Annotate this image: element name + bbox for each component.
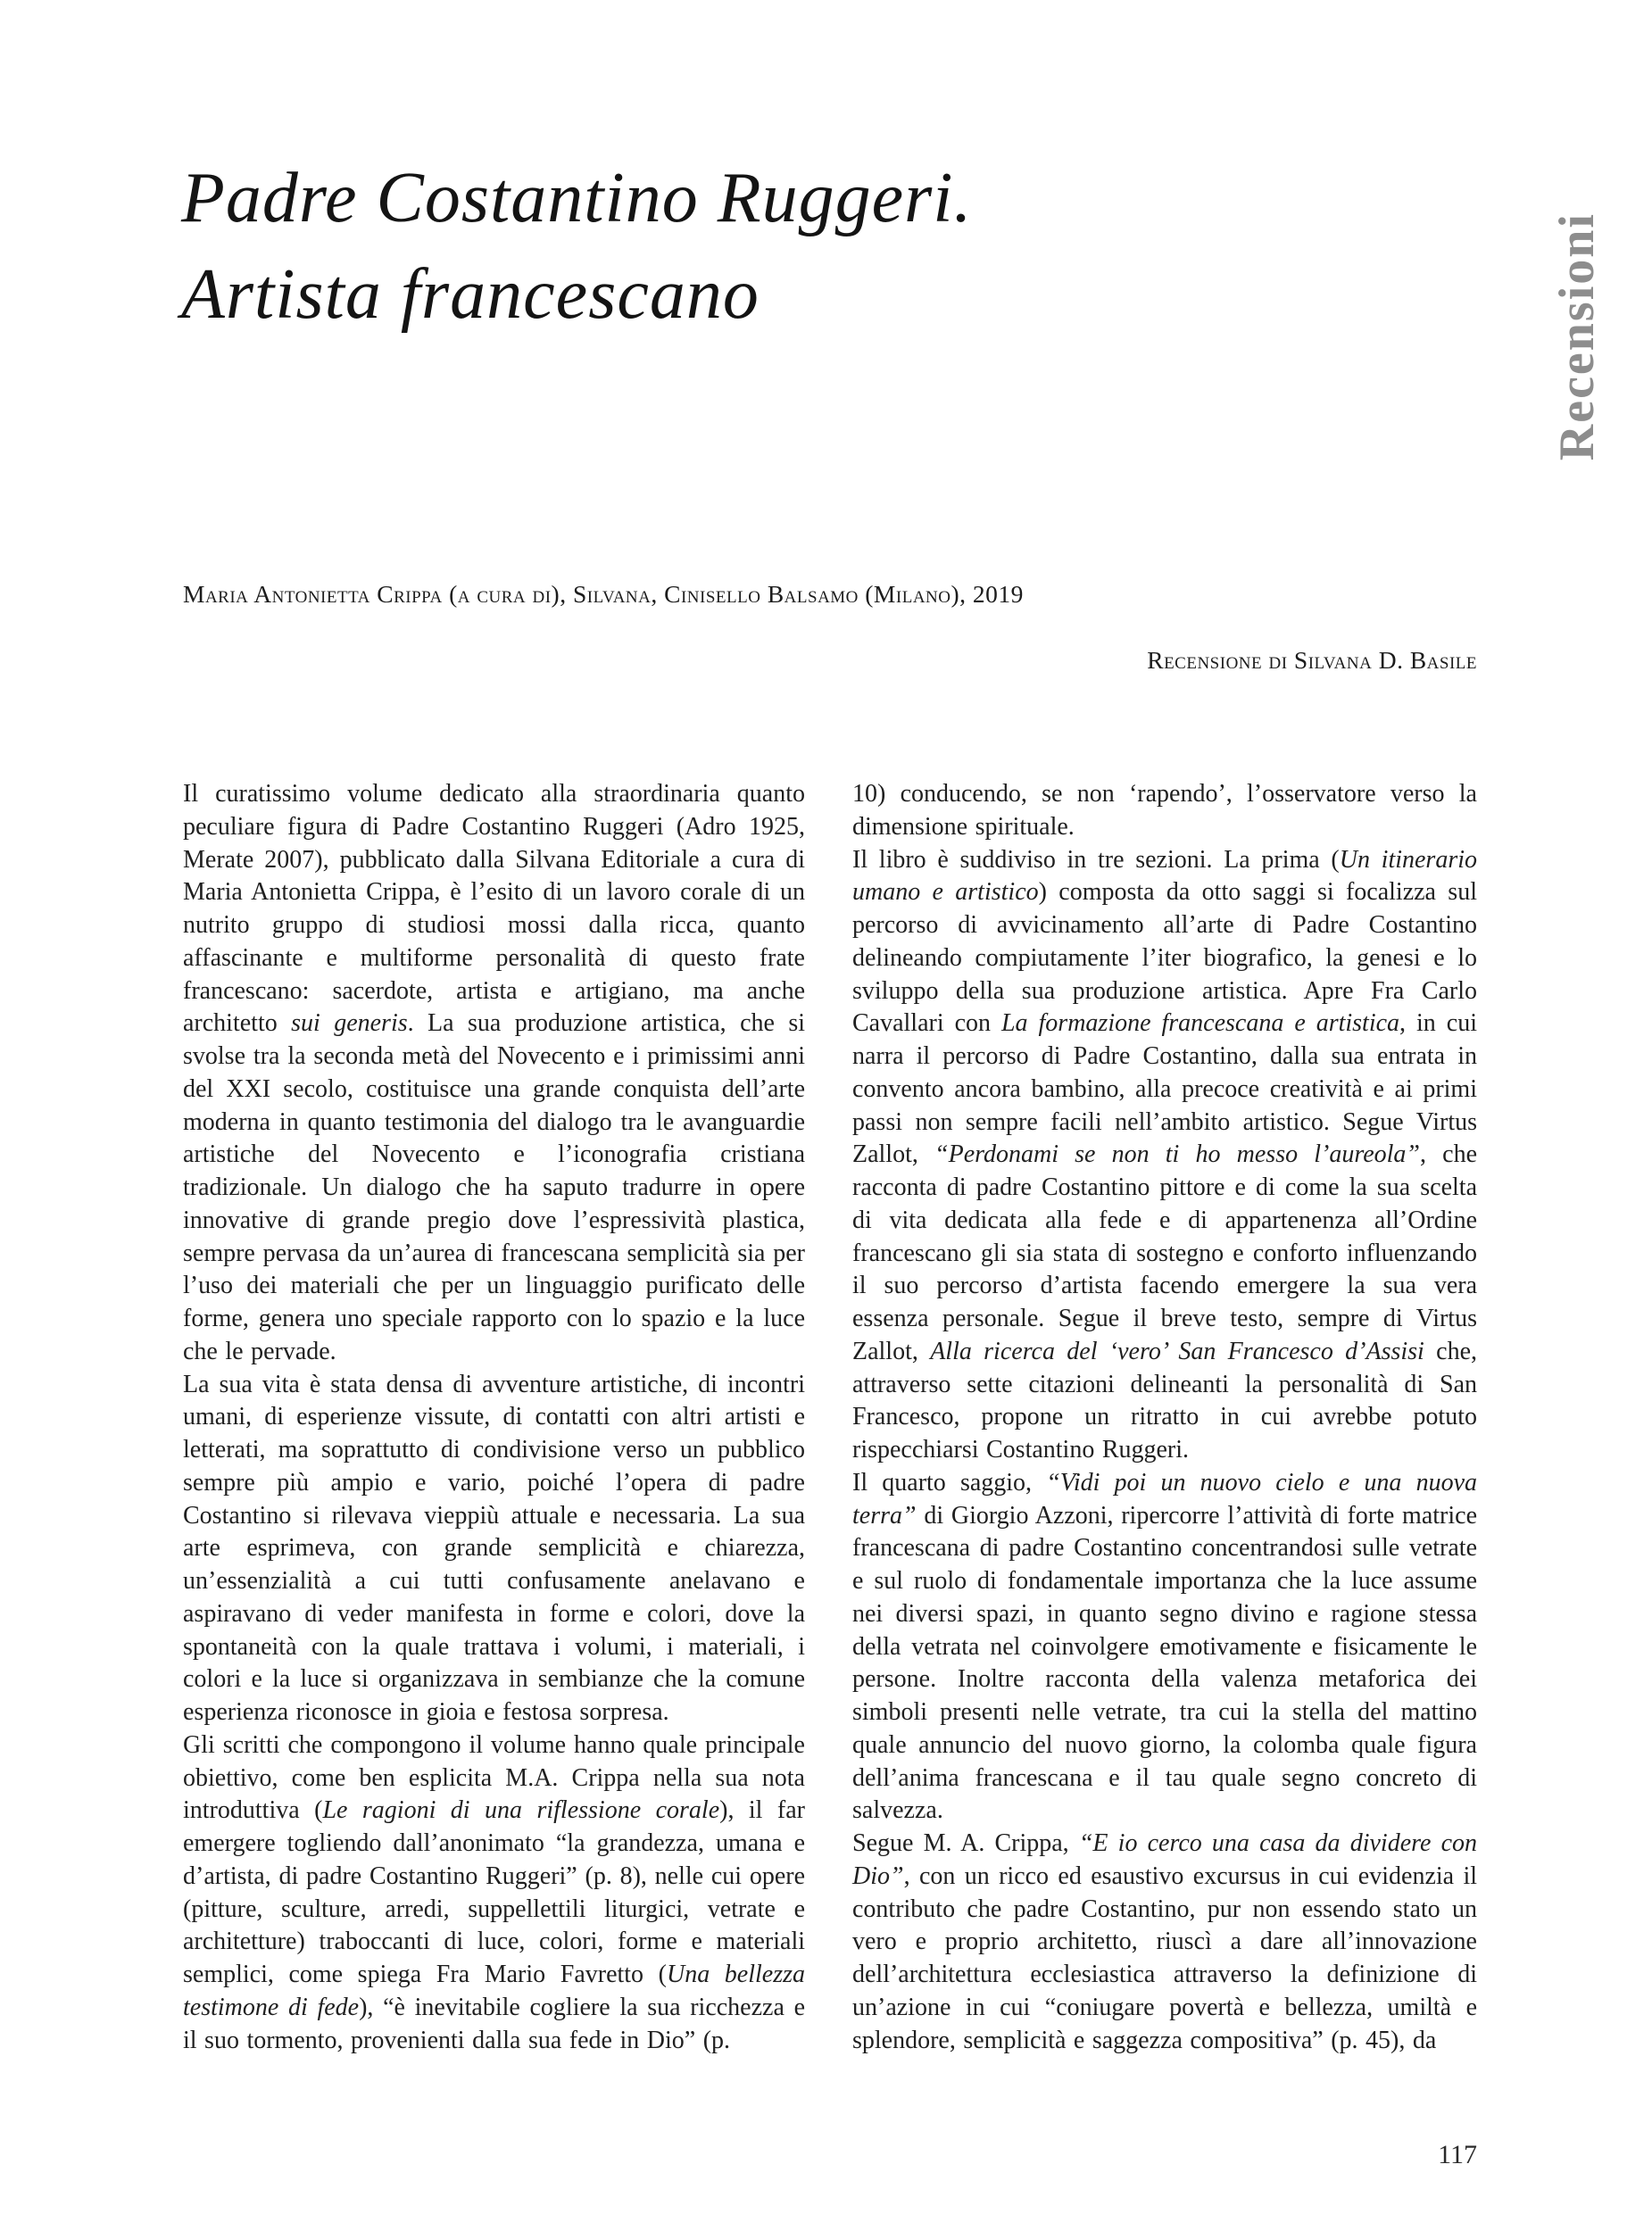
title-line-2: Artista francescano [181,255,760,334]
title-line-1: Padre Costantino Ruggeri. [181,159,973,237]
text-run: che, attraverso sette citazioni delineanti la personalità di San Francesco, propone un ritratto in cui avrebbe potuto rispecchiarsi Costantino Ruggeri. [852,1337,1477,1464]
text-run: Il curatissimo volume dedicato alla straordinaria quanto peculiare figura di Padre Costantino Ruggeri (Adro 1925, Merate 2007), pubblicato dalla Silvana Editoriale a cura di Maria Antonietta Crippa, è l’esito di un lavoro corale di un nutrito gruppo di studiosi mossi dalla ricca, quanto affascinante e multiforme personalità di questo frate francescano: sacerdote, artista e artigiano, ma anche architetto [183,780,805,1038]
text-run: Segue M. A. Crippa, [852,1829,1079,1857]
body-column-left [183,778,805,2057]
paragraph [852,1828,1477,2057]
text-run: Gli scritti che compongono il volume hanno quale principale obiettivo, come ben esplicita M.A. Crippa nella sua nota introduttiva ( [183,1730,805,1825]
text-run: 10) conducendo, se non ‘rapendo’, l’osservatore verso la dimensione spirituale. [852,780,1477,841]
article-title [181,150,972,343]
paragraph [852,844,1477,1467]
italic-text-run: Le ragioni di una riflessione corale [322,1796,720,1825]
byline: Maria Antonietta Crippa (a cura di), Silvana, Cinisello Balsamo (Milano), 2019 [183,580,1024,608]
text-run: . La sua produzione artistica, che si svolse tra la seconda metà del Novecento e i primissimi anni del XXI secolo, costituisce una grande conquista dell’arte moderna in quanto testimonia del dialogo tra le avanguardie artistiche del Novecento e l’iconografia cristiana tradizionale. Un dialogo che ha saputo tradurre in opere innovative di grande pregio dove l’espressività plastica, sempre pervasa da un’aurea di francescana semplicità sia per l’uso dei materiali che per un linguaggio purificato delle forme, genera uno speciale rapporto con lo spazio e la luce che le pervade. [183,1009,805,1365]
paragraph [183,778,805,1369]
italic-text-run: “E io cerco una casa da dividere con Dio” [852,1829,1477,1890]
text-run: ), il far emergere togliendo dall’anonimato “la grandezza, umana e d’artista, di padre Costantino Ruggeri” (p. 8), nelle cui opere (pitture, sculture, arredi, suppellettili liturgici, vetrate e architetture) traboccanti di luce, colori, forme e materiali semplici, come spiega Fra Mario Favretto ( [183,1796,805,1988]
section-label-recensioni: Recensioni [1549,212,1605,461]
text-run: Il quarto saggio, [852,1468,1047,1497]
text-run: Il libro è suddiviso in tre sezioni. La prima ( [852,845,1340,874]
italic-text-run: “Perdonami se non ti ho messo l’aureola” [934,1140,1420,1169]
page-number: 117 [1438,2140,1477,2169]
text-run: La sua vita è stata densa di avventure artistiche, di incontri umani, di esperienze vissute, di contatti con altri artisti e letterati, ma soprattutto di condivisione verso un pubblico sempre più ampio e vario, poiché l’opera di padre Costantino si rilevava vieppiù attuale e necessaria. La sua arte esprimeva, con grande semplicità e chiarezza, un’essenzialità a cui tutti confusamente anelavano e aspiravano di veder manifesta in forme e colori, dove la spontaneità con la quale trattava i volumi, i materiali, i colori e la luce si organizzava in sembianze che la comune esperienza riconosce in gioia e festosa sorpresa. [183,1370,805,1726]
italic-text-run: La formazione francescana e artistica [1000,1009,1400,1038]
paragraph [183,1369,805,1729]
reviewer-credit: Recensione di Silvana D. Basile [1147,646,1477,674]
italic-text-run: “Vidi poi un nuovo cielo e una nuova terra” [852,1468,1477,1530]
paragraph [852,778,1477,844]
text-run: , in cui narra il percorso di Padre Costantino, dalla sua entrata in convento ancora bambino, alla precoce creatività e ai primi passi non sempre facili nell’ambito artistico. Segue Virtus Zallot, [852,1009,1477,1169]
text-run: ), “è inevitabile cogliere la sua ricchezza e il suo tormento, provenienti dalla sua fede in Dio” (p. [183,1993,805,2054]
italic-text-run: sui generis [291,1009,408,1038]
italic-text-run: Alla ricerca del ‘vero’ San Francesco d’Assisi [930,1337,1424,1365]
text-run: , che racconta di padre Costantino pittore e di come la sua scelta di vita dedicata alla fede e di appartenenza all’Ordine francescano gli sia stata di sostegno e conforto influenzando il suo percorso d’artista facendo emergere la sua vera essenza personale. Segue il breve testo, sempre di Virtus Zallot, [852,1140,1477,1365]
text-run: ) composta da otto saggi si focalizza sul percorso di avvicinamento all’arte di Padre Costantino delineando compiutamente l’iter biografico, la genesi e lo sviluppo della sua produzione artistica. Apre Fra Carlo Cavallari con [852,878,1477,1038]
italic-text-run: Un itinerario umano e artistico [852,845,1477,907]
italic-text-run: Una bellezza testimone di fede [183,1961,806,2021]
text-run: , con un ricco ed esaustivo excursus in cui evidenzia il contributo che padre Costantino, pur non essendo stato un vero e proprio architetto, riuscì a dare all’innovazione dell’architettura ecclesiastica attraverso la definizione di un’azione in cui “coniugare povertà e bellezza, umiltà e splendore, semplicità e saggezza compositiva” (p. 45), da [852,1862,1477,2054]
paragraph [183,1729,805,2058]
paragraph [852,1467,1477,1828]
body-column-right [852,778,1477,2057]
text-run: di Giorgio Azzoni, ripercorre l’attività di forte matrice francescana di padre Costantino concentrandosi sulle vetrate e sul ruolo di fondamentale importanza che la luce assume nei diversi spazi, in quanto segno divino e ragione stessa della vetrata nel coinvolgere emotivamente e fisicamente le persone. Inoltre racconta della valenza metaforica dei simboli presenti nelle vetrate, tra cui la stella del mattino quale annuncio del nuovo giorno, la colomba quale figura dell’anima francescana e il tau quale segno concreto di salvezza. [852,1501,1477,1825]
